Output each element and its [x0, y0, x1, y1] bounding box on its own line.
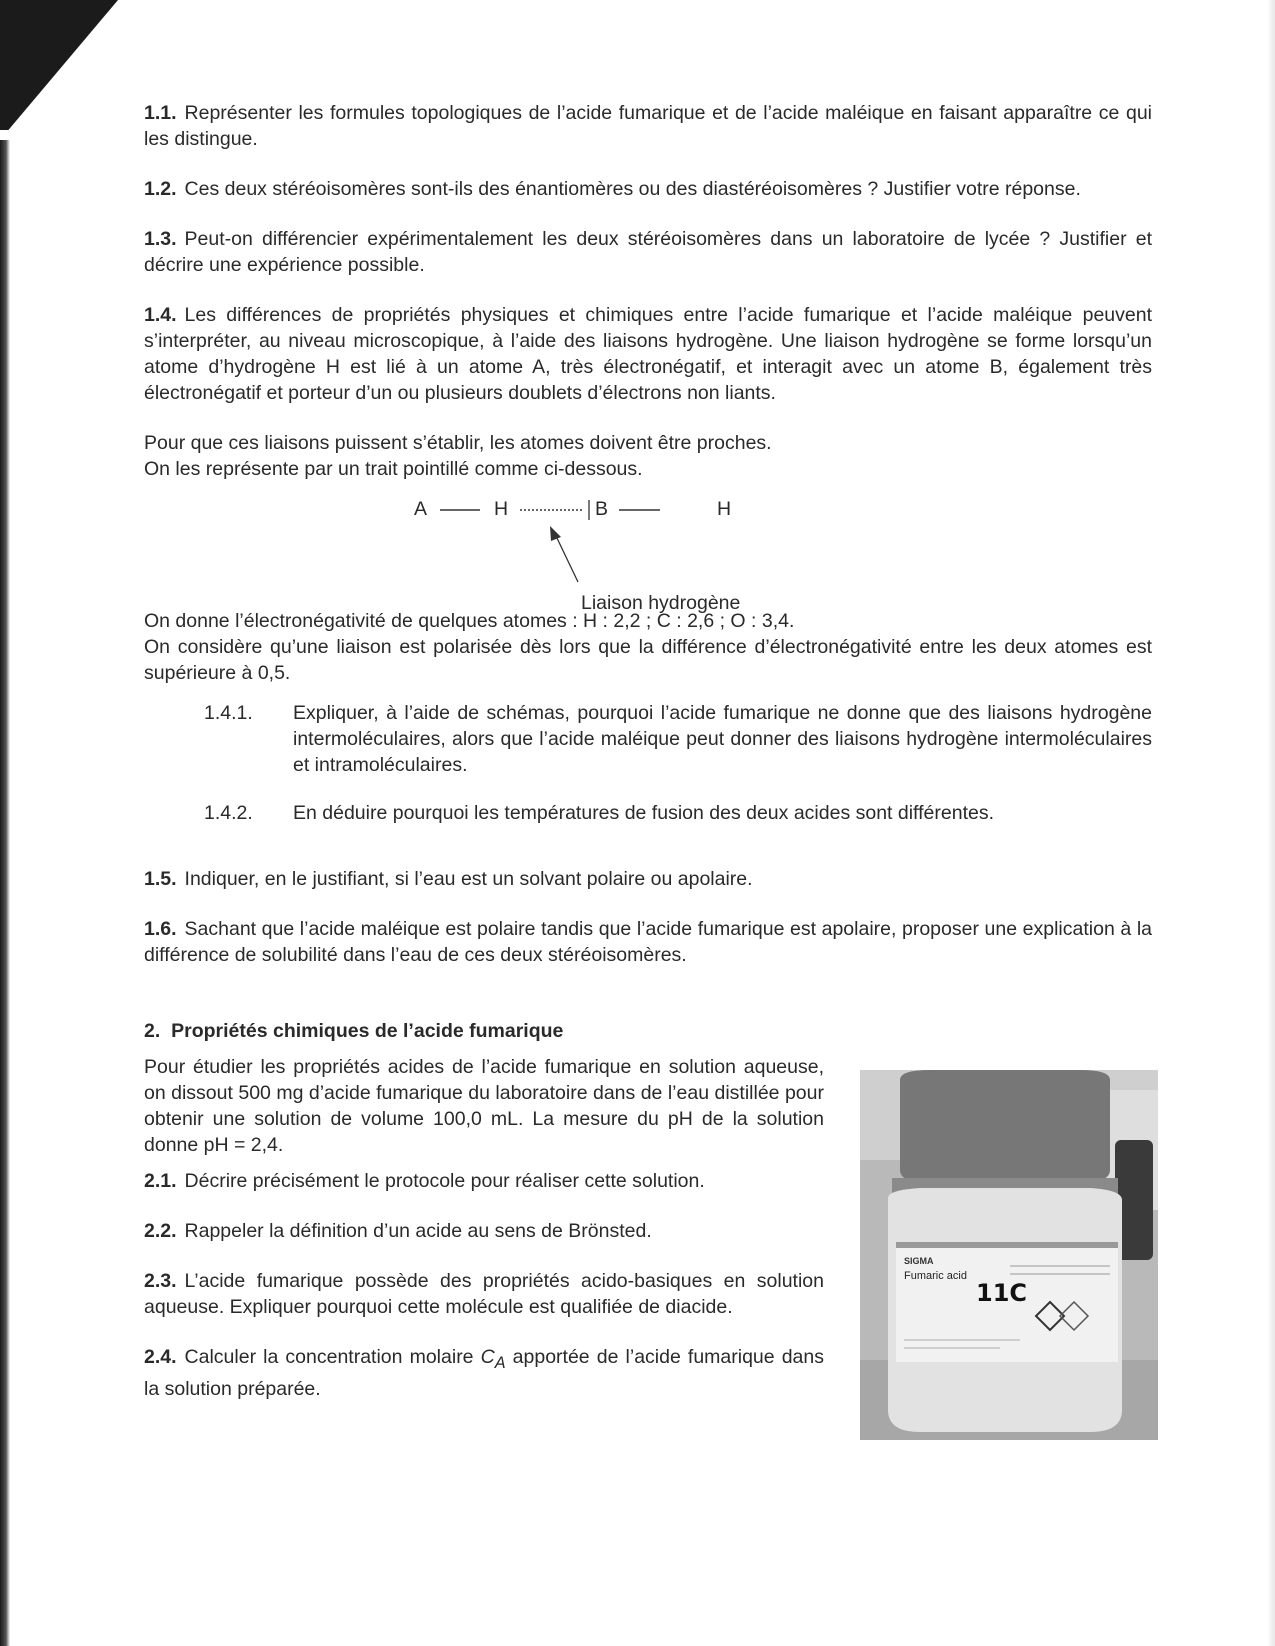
atom-h-donor: H: [494, 498, 509, 520]
section-2-intro: Pour étudier les propriétés acides de l’acide fumarique en solution aqueuse, on dissout 500 mg d’acide fumarique du laboratoire dans de l’eau distillée pour obtenir une solution de volume 100,0 mL. La mesure du pH de la solution donne pH = 2,4.: [144, 1056, 824, 1156]
question-2-1: 2.1. Décrire précisément le protocole pour réaliser cette solution.: [144, 1170, 705, 1192]
photo-product-label: Fumaric acid: [904, 1270, 967, 1282]
photo-brand-label: SIGMA: [904, 1256, 934, 1266]
paragraph-polarisation: On considère qu’une liaison est polarisée dès lors que la différence d’électronégativité entre les deux atomes est supérieure à 0,5.: [144, 636, 1152, 684]
atom-a: A: [414, 498, 428, 520]
question-2-2: 2.2. Rappeler la définition d’un acide au sens de Brönsted.: [144, 1220, 652, 1242]
paragraph-representation: On les représente par un trait pointillé comme ci-dessous.: [144, 458, 643, 480]
scan-left-edge: [0, 140, 10, 1646]
document-page: [144, 100, 1152, 1426]
paragraph-atoms-proches: Pour que ces liaisons puissent s’établir, les atomes doivent être proches.: [144, 432, 772, 454]
scan-folded-corner: [0, 0, 130, 130]
scan-right-edge: [1267, 0, 1275, 1646]
question-1-4-1: 1.4.1. Expliquer, à l’aide de schémas, pourquoi l’acide fumarique ne donne que des liaisons hydrogène intermoléculaires, alors que l’acide maléique peut donner des liaisons hydrogène intermoléculaires et intramoléculaires.: [204, 702, 1152, 776]
section-2-title: 2. Propriétés chimiques de l’acide fumarique: [144, 1020, 564, 1042]
question-1-1: 1.1. Représenter les formules topologiques de l’acide fumarique et de l’acide maléique en faisant apparaître ce qui les distingue.: [144, 102, 1152, 150]
hydrogen-bond-caption: Liaison hydrogène: [581, 592, 741, 614]
question-1-3: 1.3. Peut-on différencier expérimentalement les deux stéréoisomères dans un laboratoire de lycée ? Justifier et décrire une expérience possible.: [144, 228, 1152, 276]
paragraph-electronegativity: On donne l’électronégativité de quelques atomes : H : 2,2 ; C : 2,6 ; O : 3,4.: [144, 610, 795, 632]
fumaric-acid-bottle-photo: [860, 1070, 1158, 1440]
question-1-6: 1.6. Sachant que l’acide maléique est polaire tandis que l’acide fumarique est apolaire, proposer une explication à la différence de solubilité dans l’eau de ces deux stéréoisomères.: [144, 918, 1152, 966]
question-1-5: 1.5. Indiquer, en le justifiant, si l’eau est un solvant polaire ou apolaire.: [144, 868, 753, 890]
question-2-3: 2.3. L’acide fumarique possède des propriétés acido-basiques en solution aqueuse. Expliquer pourquoi cette molécule est qualifiée de diacide.: [144, 1270, 824, 1318]
question-2-4: 2.4. Calculer la concentration molaire $C_A$ apportée de l’acide fumarique dans la solution préparée.: [144, 1346, 825, 1400]
atom-b: B: [595, 498, 609, 520]
question-1-4-2: 1.4.2. En déduire pourquoi les températures de fusion des deux acides sont différentes.: [204, 802, 995, 824]
section-2-body: [144, 1054, 1152, 1402]
question-1-2: 1.2. Ces deux stéréoisomères sont-ils des énantiomères ou des diastéréoisomères ? Justifier votre réponse.: [144, 178, 1081, 200]
hydrogen-bond-diagram: [144, 496, 1152, 614]
photo-handwritten-code: 11C: [976, 1279, 1028, 1307]
atom-h-right: H: [717, 498, 732, 520]
question-1-4: 1.4. Les différences de propriétés physiques et chimiques entre l’acide fumarique et l’acide maléique peuvent s’interpréter, au niveau microscopique, à l’aide des liaisons hydrogène. Une liaison hydrogène se forme lorsqu’un atome d’hydrogène H est lié à un atome A, très électronégatif, et interagit avec un atome B, également très électronégatif et porteur d’un ou plusieurs doublets d’électrons non liants.: [144, 304, 1152, 404]
